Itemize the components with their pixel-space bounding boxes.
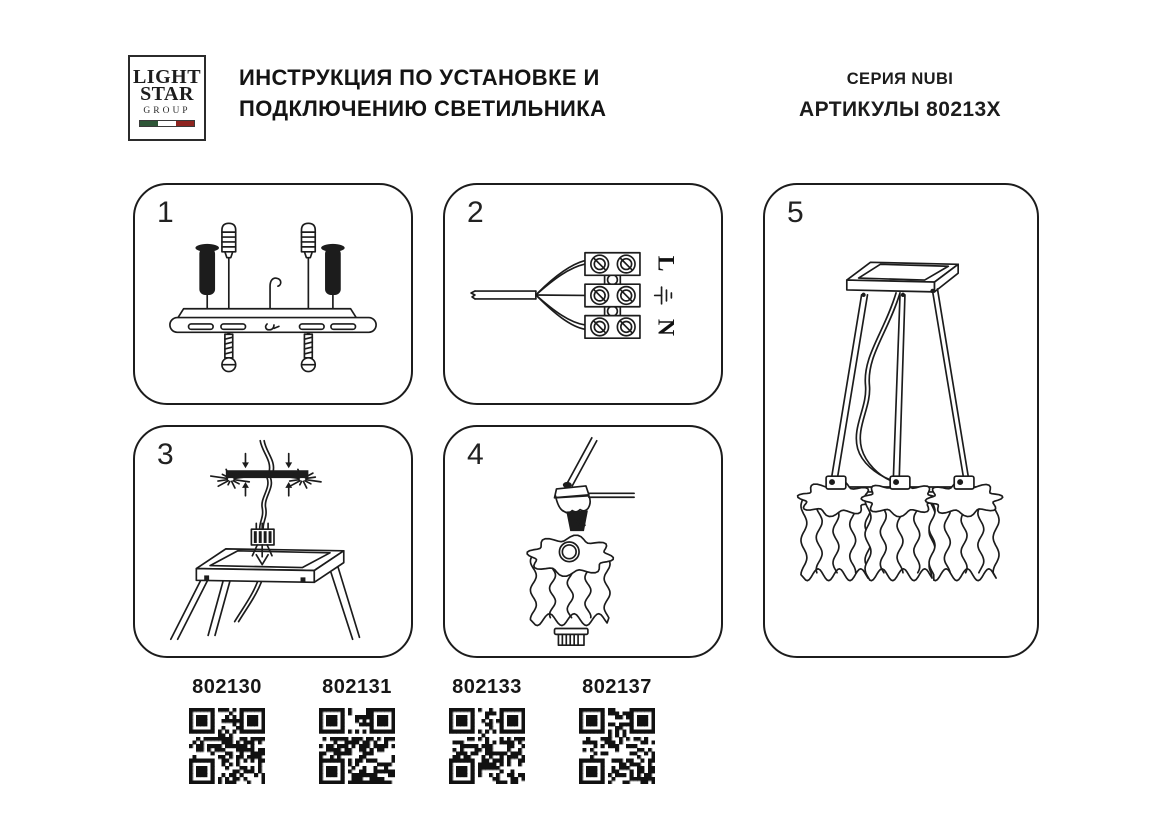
suspension-cable	[567, 438, 592, 483]
step-number-2: 2	[467, 196, 484, 229]
terminal-block	[585, 253, 640, 338]
power-cable	[471, 261, 585, 330]
assembled-fixture-drawing	[765, 185, 1037, 656]
qr-code	[579, 708, 655, 784]
articles-code: АРТИКУЛЫ 80213X	[799, 98, 1001, 121]
article-802131	[297, 676, 417, 789]
article-802130	[167, 676, 287, 789]
step-number-4: 4	[467, 438, 484, 471]
qr-code	[319, 708, 395, 784]
flag-red	[176, 121, 194, 126]
step-number-1: 1	[157, 196, 174, 229]
mounting-hardware-drawing	[135, 185, 411, 403]
suspension-cables	[830, 289, 970, 487]
title-line-2: ПОДКЛЮЧЕНИЮ СВЕТИЛЬНИКА	[239, 96, 607, 121]
panel-step-3	[133, 425, 413, 658]
wall-anchor-icon	[195, 244, 219, 295]
panel-step-1	[133, 183, 413, 405]
ceiling-canopy	[847, 262, 958, 297]
live-wire-label: L	[652, 255, 679, 272]
logo-line1: LIGHT	[132, 66, 202, 88]
series-name: СЕРИЯ NUBI	[846, 70, 954, 88]
terminal-block-small	[251, 523, 274, 545]
qr-code	[449, 708, 525, 784]
lightstar-logo	[128, 55, 206, 141]
qr-code	[189, 708, 265, 784]
italian-flag-stripe	[139, 120, 195, 127]
logo-line2: STAR	[140, 83, 194, 105]
logo-line3: GROUP	[143, 106, 191, 116]
article-code-label: 802133	[452, 676, 522, 698]
neutral-wire-label: N	[652, 318, 679, 336]
ceiling-attachment-drawing	[135, 427, 411, 656]
power-cord	[856, 293, 914, 490]
wall-anchor-icon	[321, 244, 345, 295]
article-802133	[427, 676, 547, 789]
mounting-plate-icon	[170, 309, 376, 333]
page-title	[239, 62, 606, 124]
panel-step-5	[763, 183, 1039, 658]
shade-assembly-drawing	[445, 427, 721, 656]
wiring-diagram-drawing	[445, 185, 721, 403]
bottom-collar	[554, 628, 587, 645]
article-code-label: 802137	[582, 676, 652, 698]
flag-white	[158, 121, 176, 126]
cloud-shades	[798, 476, 1003, 580]
series-block	[768, 70, 1032, 122]
cable-gripper	[554, 482, 634, 531]
step-number-5: 5	[787, 196, 804, 229]
canopy-frame	[196, 549, 343, 582]
hook-icon	[270, 278, 281, 309]
panel-step-2	[443, 183, 723, 405]
title-line-1: ИНСТРУКЦИЯ ПО УСТАНОВКЕ И	[239, 65, 600, 90]
article-code-label: 802131	[322, 676, 392, 698]
flag-green	[140, 121, 158, 126]
panel-step-4	[443, 425, 723, 658]
article-802137	[557, 676, 677, 789]
earth-ground-symbol-icon	[655, 287, 672, 304]
article-code-label: 802130	[192, 676, 262, 698]
shade-hole	[559, 542, 579, 562]
step-number-3: 3	[157, 438, 174, 471]
